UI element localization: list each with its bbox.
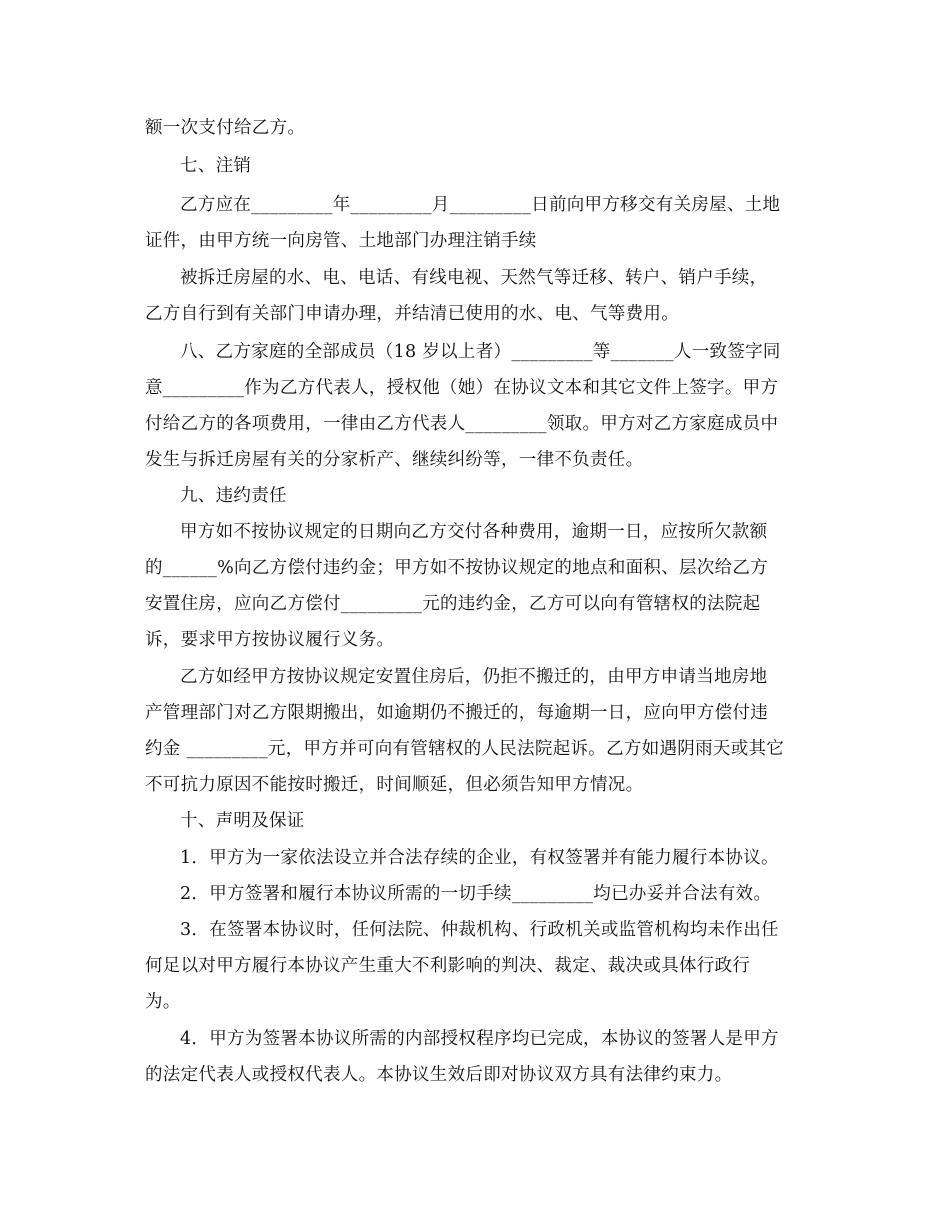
section-heading: 十、声明及保证: [180, 811, 305, 831]
text-line: 1．甲方为一家依法设立并合法存续的企业，有权签署并有能力履行本协议。: [180, 848, 779, 868]
text-line: 安置住房，应向乙方偿付_________元的违约金，乙方可以向有管辖权的法院起: [145, 594, 761, 614]
text-line: 被拆迁房屋的水、电、电话、有线电视、天然气等迁移、转户、销户手续，: [180, 268, 768, 288]
text-line: 证件，由甲方统一向房管、土地部门办理注销手续: [145, 231, 537, 251]
text-line: 付给乙方的各项费用，一律由乙方代表人_________领取。甲方对乙方家庭成员中: [145, 414, 779, 434]
text-line: 诉，要求甲方按协议履行义务。: [145, 630, 395, 650]
text-line: 2．甲方签署和履行本协议所需的一切手续_________均已办妥并合法有效。: [180, 884, 772, 904]
text-line: 4．甲方为签署本协议所需的内部授权程序均已完成，本协议的签署人是甲方: [180, 1029, 779, 1049]
text-line: 何足以对甲方履行本协议产生重大不利影响的判决、裁定、裁决或具体行政行: [145, 956, 751, 976]
text-line: 的______%向乙方偿付违约金；甲方如不按协议规定的地点和面积、层次给乙方: [145, 558, 769, 578]
text-line: 为。: [145, 992, 181, 1012]
text-line: 3．在签署本协议时，任何法院、仲裁机构、行政机关或监管机构均未作出任: [180, 920, 779, 940]
text-line: 发生与拆迁房屋有关的分家析产、继续纠纷等，一律不负责任。: [145, 450, 644, 470]
text-line: 乙方自行到有关部门申请办理，并结清已使用的水、电、气等费用。: [145, 304, 679, 324]
section-heading: 九、违约责任: [180, 486, 287, 506]
section-heading: 七、注销: [180, 156, 252, 176]
text-line: 乙方应在_________年_________月_________日前向甲方移交有关房屋、土地: [180, 195, 781, 215]
text-line: 意_________作为乙方代表人，授权他（她）在协议文本和其它文件上签字。甲方: [145, 378, 779, 398]
text-line: 甲方如不按协议规定的日期向乙方交付各种费用，逾期一日，应按所欠款额: [180, 522, 768, 542]
text-line: 约金 _________元，甲方并可向有管辖权的人民法院起诉。乙方如遇阴雨天或其它: [145, 739, 785, 759]
text-line: 八、乙方家庭的全部成员（18 岁以上者）_________等_______人一致签字同: [180, 342, 781, 362]
text-line: 的法定代表人或授权代表人。本协议生效后即对协议双方具有法律约束力。: [145, 1065, 733, 1085]
text-line: 不可抗力原因不能按时搬迁，时间顺延，但必须告知甲方情况。: [145, 775, 644, 795]
text-line: 乙方如经甲方按协议规定安置住房后，仍拒不搬迁的，由甲方申请当地房地: [180, 667, 768, 687]
text-line: 额一次支付给乙方。: [145, 118, 306, 138]
text-line: 产管理部门对乙方限期搬出，如逾期仍不搬迁的，每逾期一日，应向甲方偿付违: [145, 703, 768, 723]
